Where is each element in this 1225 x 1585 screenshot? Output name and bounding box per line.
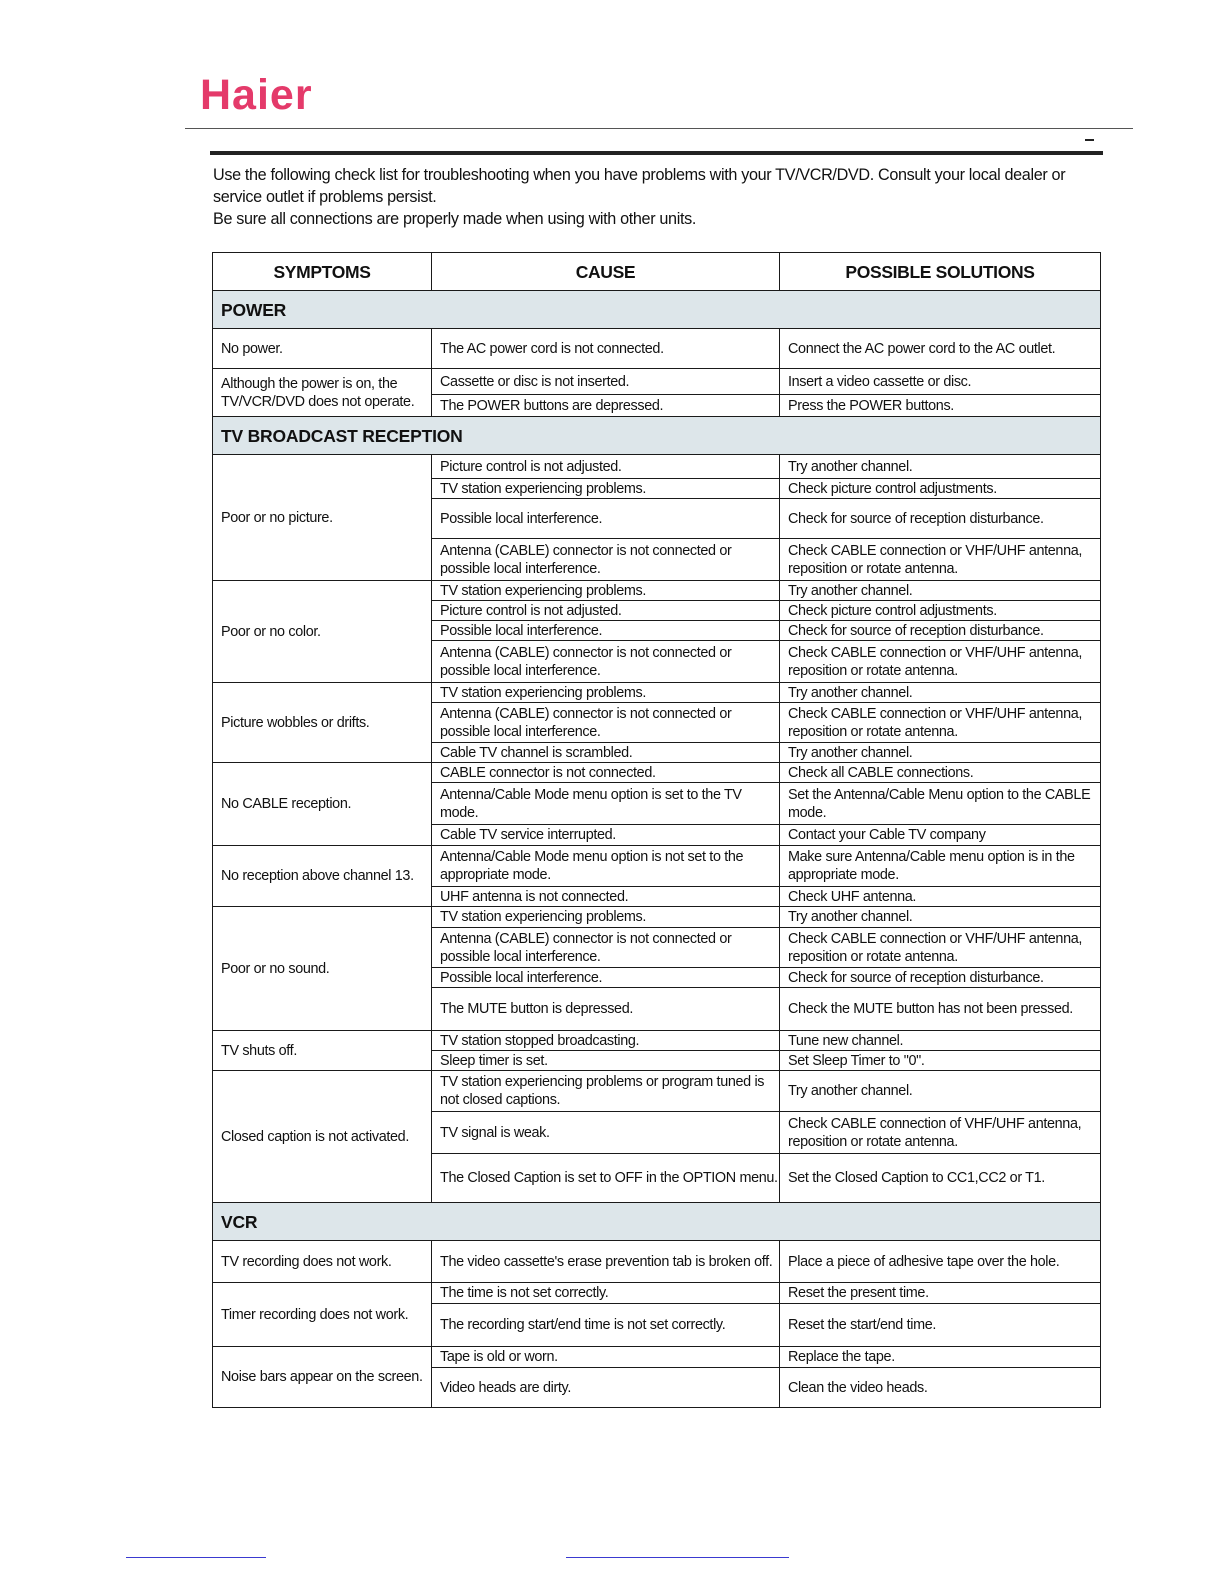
symptom-cell: Poor or no sound. <box>213 907 432 1031</box>
symptom-cell: Poor or no picture. <box>213 455 432 581</box>
cause-cell: The video cassette's erase prevention tab is broken off. <box>432 1241 780 1283</box>
section-row <box>213 291 1101 329</box>
solution-cell: Check CABLE connection or VHF/UHF antenna, reposition or rotate antenna. <box>780 703 1101 743</box>
table-row <box>213 763 1101 783</box>
table-row <box>213 846 1101 887</box>
cause-cell: The MUTE button is depressed. <box>432 988 780 1031</box>
symptom-cell: No reception above channel 13. <box>213 846 432 907</box>
solution-cell: Try another channel. <box>780 907 1101 928</box>
solution-cell: Tune new channel. <box>780 1031 1101 1051</box>
symptom-cell: TV recording does not work. <box>213 1241 432 1283</box>
solution-cell: Check CABLE connection or VHF/UHF antenna, reposition or rotate antenna. <box>780 539 1101 581</box>
solution-cell: Connect the AC power cord to the AC outlet. <box>780 329 1101 369</box>
solution-cell: Make sure Antenna/Cable menu option is in the appropriate mode. <box>780 846 1101 887</box>
solution-cell: Insert a video cassette or disc. <box>780 369 1101 395</box>
solution-cell: Reset the present time. <box>780 1283 1101 1304</box>
table-row <box>213 1241 1101 1283</box>
solution-cell: Replace the tape. <box>780 1347 1101 1368</box>
solution-cell: Reset the start/end time. <box>780 1304 1101 1347</box>
header-symptoms: SYMPTOMS <box>213 253 432 291</box>
section-title: TV BROADCAST RECEPTION <box>213 417 1101 455</box>
symptom-cell: Noise bars appear on the screen. <box>213 1347 432 1408</box>
haier-logo: Haier <box>200 71 313 119</box>
solution-cell: Check for source of reception disturbance. <box>780 621 1101 641</box>
symptom-cell: Although the power is on, the TV/VCR/DVD does not operate. <box>213 369 432 417</box>
cause-cell: Antenna (CABLE) connector is not connected or possible local interference. <box>432 703 780 743</box>
header-divider <box>185 128 1133 129</box>
solution-cell: Try another channel. <box>780 743 1101 763</box>
solution-cell: Set the Closed Caption to CC1,CC2 or T1. <box>780 1154 1101 1203</box>
cause-cell: Picture control is not adjusted. <box>432 455 780 479</box>
troubleshooting-table <box>212 252 1101 1408</box>
solution-cell: Clean the video heads. <box>780 1368 1101 1408</box>
cause-cell: UHF antenna is not connected. <box>432 887 780 907</box>
cause-cell: Cable TV service interrupted. <box>432 825 780 846</box>
table-row <box>213 907 1101 928</box>
cause-cell: Antenna (CABLE) connector is not connected or possible local interference. <box>432 928 780 968</box>
cause-cell: Possible local interference. <box>432 968 780 988</box>
solution-cell: Check CABLE connection of VHF/UHF antenna, reposition or rotate antenna. <box>780 1112 1101 1154</box>
symptom-cell: No power. <box>213 329 432 369</box>
cause-cell: Tape is old or worn. <box>432 1347 780 1368</box>
header-solutions: POSSIBLE SOLUTIONS <box>780 253 1101 291</box>
cause-cell: TV station experiencing problems or program tuned is not closed captions. <box>432 1071 780 1112</box>
cause-cell: TV station experiencing problems. <box>432 683 780 703</box>
solution-cell: Contact your Cable TV company <box>780 825 1101 846</box>
solution-cell: Press the POWER buttons. <box>780 395 1101 417</box>
header-cause: CAUSE <box>432 253 780 291</box>
section-rule <box>210 151 1103 155</box>
table-row <box>213 581 1101 601</box>
symptom-cell: Timer recording does not work. <box>213 1283 432 1347</box>
solution-cell: Check picture control adjustments. <box>780 601 1101 621</box>
table-row <box>213 1283 1101 1304</box>
cause-cell: TV station experiencing problems. <box>432 581 780 601</box>
solution-cell: Check the MUTE button has not been pressed. <box>780 988 1101 1031</box>
symptom-cell: Picture wobbles or drifts. <box>213 683 432 763</box>
solution-cell: Set Sleep Timer to "0". <box>780 1051 1101 1071</box>
cause-cell: The recording start/end time is not set correctly. <box>432 1304 780 1347</box>
cause-cell: Antenna (CABLE) connector is not connected or possible local interference. <box>432 641 780 683</box>
solution-cell: Try another channel. <box>780 1071 1101 1112</box>
table-row <box>213 1347 1101 1368</box>
cause-cell: TV signal is weak. <box>432 1112 780 1154</box>
symptom-cell: Poor or no color. <box>213 581 432 683</box>
cause-cell: TV station stopped broadcasting. <box>432 1031 780 1051</box>
cause-cell: Antenna/Cable Mode menu option is not set to the appropriate mode. <box>432 846 780 887</box>
solution-cell: Check all CABLE connections. <box>780 763 1101 783</box>
table-row <box>213 369 1101 395</box>
solution-cell: Check UHF antenna. <box>780 887 1101 907</box>
symptom-cell: No CABLE reception. <box>213 763 432 846</box>
cause-cell: TV station experiencing problems. <box>432 907 780 928</box>
solution-cell: Try another channel. <box>780 455 1101 479</box>
table-header-row <box>213 253 1101 291</box>
cause-cell: Antenna/Cable Mode menu option is set to the TV mode. <box>432 783 780 825</box>
section-title: VCR <box>213 1203 1101 1241</box>
footer-link-center[interactable] <box>566 1557 789 1558</box>
footer-link-left[interactable] <box>126 1557 266 1558</box>
solution-cell: Check for source of reception disturbance. <box>780 499 1101 539</box>
table-row <box>213 683 1101 703</box>
solution-cell: Check for source of reception disturbance. <box>780 968 1101 988</box>
cause-cell: The Closed Caption is set to OFF in the OPTION menu. <box>432 1154 780 1203</box>
intro-line-2: Be sure all connections are properly made when using with other units. <box>213 210 696 228</box>
section-row <box>213 1203 1101 1241</box>
cause-cell: The AC power cord is not connected. <box>432 329 780 369</box>
section-title: POWER <box>213 291 1101 329</box>
table-row <box>213 455 1101 479</box>
symptom-cell: Closed caption is not activated. <box>213 1071 432 1203</box>
solution-cell: Check CABLE connection or VHF/UHF antenna, reposition or rotate antenna. <box>780 928 1101 968</box>
section-row <box>213 417 1101 455</box>
cause-cell: Sleep timer is set. <box>432 1051 780 1071</box>
cause-cell: CABLE connector is not connected. <box>432 763 780 783</box>
table-row <box>213 1071 1101 1112</box>
cause-cell: Possible local interference. <box>432 621 780 641</box>
intro-line-1: Use the following check list for troubleshooting when you have problems with your TV/VCR/DVD. Consult your local dealer or service outlet if problems persist. <box>213 166 1066 206</box>
solution-cell: Check picture control adjustments. <box>780 479 1101 499</box>
symptom-cell: TV shuts off. <box>213 1031 432 1071</box>
table-row <box>213 329 1101 369</box>
cause-cell: Cassette or disc is not inserted. <box>432 369 780 395</box>
cause-cell: The POWER buttons are depressed. <box>432 395 780 417</box>
table-row <box>213 1031 1101 1051</box>
cause-cell: Antenna (CABLE) connector is not connected or possible local interference. <box>432 539 780 581</box>
cause-cell: Video heads are dirty. <box>432 1368 780 1408</box>
solution-cell: Try another channel. <box>780 581 1101 601</box>
solution-cell: Try another channel. <box>780 683 1101 703</box>
cause-cell: Picture control is not adjusted. <box>432 601 780 621</box>
intro-text <box>213 164 1093 230</box>
cause-cell: Cable TV channel is scrambled. <box>432 743 780 763</box>
solution-cell: Set the Antenna/Cable Menu option to the CABLE mode. <box>780 783 1101 825</box>
solution-cell: Place a piece of adhesive tape over the hole. <box>780 1241 1101 1283</box>
page-mark <box>1085 139 1094 141</box>
cause-cell: The time is not set correctly. <box>432 1283 780 1304</box>
cause-cell: TV station experiencing problems. <box>432 479 780 499</box>
cause-cell: Possible local interference. <box>432 499 780 539</box>
solution-cell: Check CABLE connection or VHF/UHF antenna, reposition or rotate antenna. <box>780 641 1101 683</box>
